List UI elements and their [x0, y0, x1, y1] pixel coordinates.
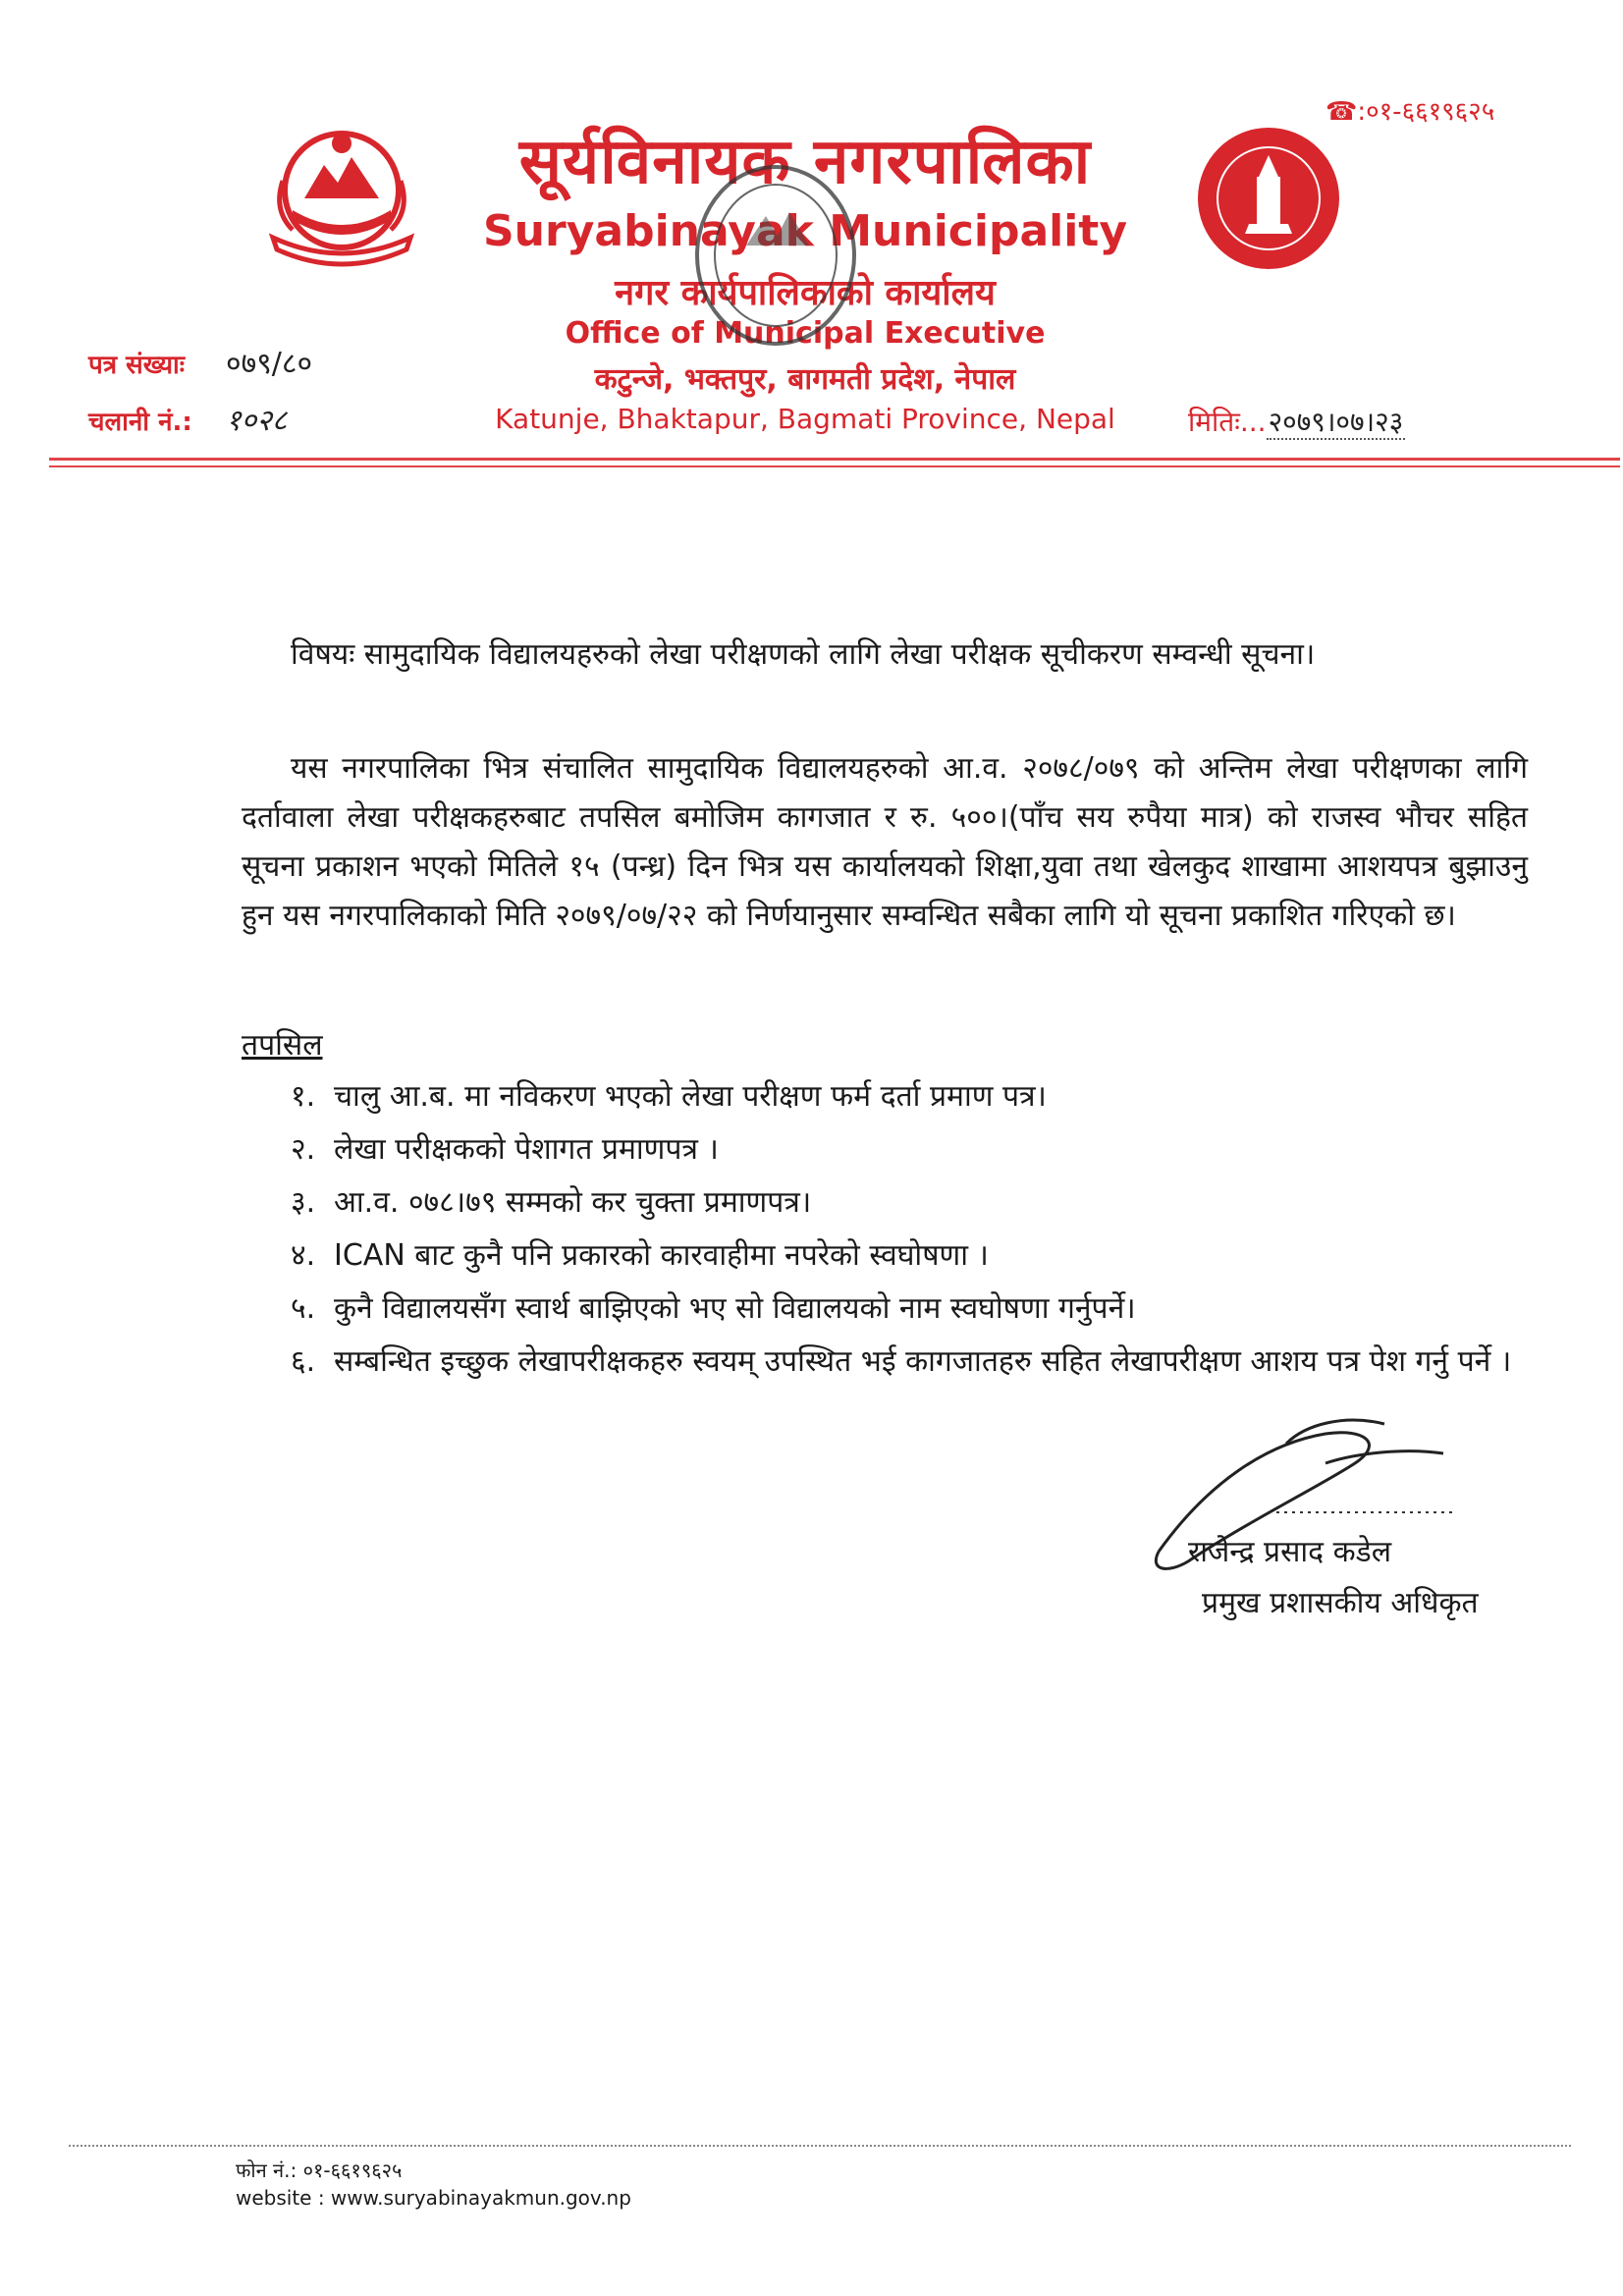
dispatch-number-label: चलानी नं.: — [88, 408, 192, 437]
signatory-name: राजेन्द्र प्रसाद कडेल — [1188, 1535, 1392, 1569]
list-item: १. चालु आ.ब. मा नविकरण भएको लेखा परीक्षण फर्म दर्ता प्रमाण पत्र। — [291, 1079, 1047, 1114]
municipality-seal-icon — [1196, 126, 1341, 271]
ref-number-value: ०७९/८० — [226, 347, 313, 381]
schedule-title: तपसिल — [242, 1028, 323, 1063]
notice-subject: विषयः सामुदायिक विद्यालयहरुको लेखा परीक्षणको लागि लेखा परीक्षक सूचीकरण सम्वन्धी सूचना। — [291, 637, 1316, 672]
footer-divider — [69, 2145, 1571, 2147]
nepal-emblem-icon — [253, 122, 430, 279]
address-np: कटुन्जे, भक्तपुर, बागमती प्रदेश, नेपाल — [594, 362, 1016, 397]
address-en: Katunje, Bhaktapur, Bagmati Province, Nepal — [495, 403, 1115, 435]
office-title-np: नगर कार्यपालिकाको कार्यालय — [615, 273, 996, 313]
municipality-title-np: सूर्यविनायक नगरपालिका — [518, 126, 1092, 198]
date-field — [1188, 403, 1405, 440]
date-label: मितिः... — [1188, 406, 1267, 438]
header-phone: ☎:०१-६६१९६२५ — [1325, 97, 1495, 127]
dispatch-number-value: १०२८ — [226, 404, 288, 438]
list-item: २. लेखा परीक्षकको पेशागत प्रमाणपत्र । — [291, 1132, 719, 1167]
date-value: २०७९।०७।२३ — [1268, 406, 1404, 438]
requirements-list — [291, 1070, 1538, 1389]
municipality-title-en: Suryabinayak Municipality — [482, 206, 1128, 256]
footer-website: website : www.suryabinayakmun.gov.np — [236, 2186, 631, 2210]
signatory-title: प्रमुख प्रशासकीय अधिकृत — [1202, 1586, 1479, 1620]
list-item: ३. आ.व. ०७८।७९ सम्मको कर चुक्ता प्रमाणपत्र। — [291, 1185, 812, 1220]
list-item: ५. कुनै विद्यालयसँग स्वार्थ बाझिएको भए सो विद्यालयको नाम स्वघोषणा गर्नुपर्ने। — [291, 1291, 1136, 1326]
footer-phone: फोन नं.: ०१-६६१९६२५ — [236, 2159, 403, 2182]
ref-number-label: पत्र संख्याः — [88, 351, 186, 380]
office-title-en: Office of Municipal Executive — [565, 316, 1046, 351]
header-divider-secondary — [49, 465, 1620, 467]
list-item: ६. सम्बन्धित इच्छुक लेखापरीक्षकहरु स्वयम् उपस्थित भई कागजातहरु सहित लेखापरीक्षण आशय पत्र पेश गर्नु पर्ने । — [291, 1344, 1512, 1379]
header-divider — [49, 458, 1620, 461]
office-stamp-icon — [687, 157, 864, 354]
notice-paragraph: यस नगरपालिका भित्र संचालित सामुदायिक विद्यालयहरुको आ.व. २०७८/०७९ को अन्तिम लेखा परीक्षणका लागि दर्तावाला लेखा परीक्षकहरुबाट तपसिल बमोजिम कागजात र रु. ५००।(पाँच सय रुपैया मात्र) को राजस्व भौचर सहित सूचना प्रकाशन भएको मितिले १५ (पन्ध्र) दिन भित्र यस कार्यालयको शिक्षा,युवा तथा खेलकुद शाखामा आशयपत्र बुझाउनु हुन यस नगरपालिकाको मिति २०७९/०७/२२ को निर्णयानुसार सम्वन्धित सबैका लागि यो सूचना प्रकाशित गरिएको छ। — [242, 751, 1528, 933]
list-item: ४. ICAN बाट कुनै पनि प्रकारको कारवाहीमा नपरेको स्वघोषणा । — [291, 1238, 989, 1273]
